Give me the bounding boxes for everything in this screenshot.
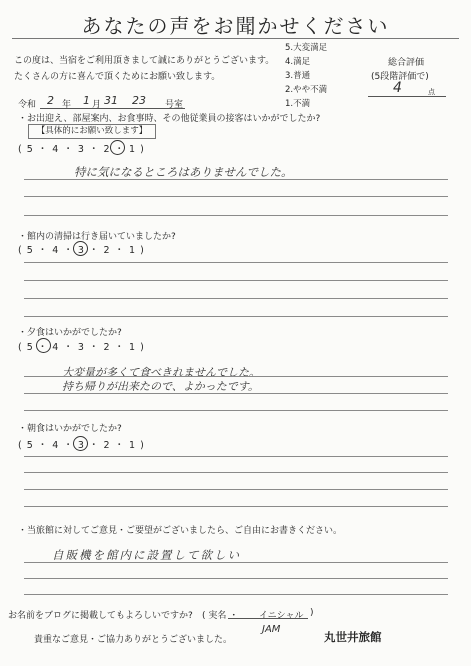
date-era: 令和 [18, 100, 37, 110]
date-year: 2 [47, 94, 54, 107]
q2-options: ( 5 ・ 4 ・ 3 ・ 2 ・ 1 ) [18, 245, 145, 256]
scale-4: 4.満足 [285, 57, 311, 67]
q3-line-1 [24, 376, 448, 377]
scale-3: 3.普通 [285, 71, 311, 81]
summary-sub: (5段階評価で) [371, 72, 429, 82]
blog-question: お名前をブログに掲載してもよろしいですか? [8, 611, 193, 621]
blog-option-close: ) [310, 608, 314, 618]
q2-line-3 [24, 298, 448, 299]
q3-selected-circle [36, 338, 51, 353]
q1-options: ( 5 ・ 4 ・ 3 ・ 2 ・ 1 ) [18, 144, 145, 155]
scale-5: 5.大変満足 [285, 43, 328, 53]
footer-thanks: 貴重なご意見・ご協力ありがとうございました。 [34, 635, 233, 645]
q5-line-2 [24, 578, 448, 579]
date-day: 31 [104, 94, 118, 107]
q4-selected-circle [73, 436, 88, 451]
summary-value: 4 [393, 80, 402, 96]
scale-1: 1.不満 [285, 99, 311, 109]
title-rule [12, 38, 459, 39]
q2-line-1 [24, 262, 448, 263]
blog-initials: JAM [262, 624, 281, 635]
q4-line-4 [24, 506, 448, 507]
intro-line-1: この度は、当宿をご利用頂きまして誠にありがとうございます。 [14, 56, 275, 66]
q1-selected-circle [110, 140, 125, 155]
inn-brand: 丸世井旅館 [324, 630, 382, 644]
q4-options: ( 5 ・ 4 ・ 3 ・ 2 ・ 1 ) [18, 440, 145, 451]
q3-label: ・夕食はいかがでしたか? [18, 328, 122, 338]
q5-answer: 自販機を館内に設置して欲しい [52, 548, 241, 562]
q2-line-4 [24, 316, 448, 317]
room-number: 23 [132, 94, 146, 107]
summary-underline [368, 96, 446, 97]
q1-detail-label: 【具体的にお願い致します】 [36, 126, 148, 136]
q5-line-1 [24, 562, 448, 563]
q1-line-1 [24, 179, 448, 180]
q2-label: ・館内の清掃は行き届いていましたか? [18, 232, 176, 242]
blog-option-initial: イニシャル [259, 611, 304, 621]
intro-line-2: たくさんの方に喜んで頂くためにお願い致します。 [14, 72, 221, 82]
q1-line-2 [24, 196, 448, 197]
q4-line-3 [24, 489, 448, 490]
blog-underline [228, 618, 308, 619]
form-title: あなたの声をお聞かせください [81, 14, 390, 38]
q2-selected-circle [73, 241, 88, 256]
q1-label: ・お出迎え、部屋案内、お食事時、その他従業員の接客はいかがでしたか? [18, 114, 321, 124]
q4-line-1 [24, 456, 448, 457]
q3-answer-line-1: 大変量が多くて食べきれませんでした。 [62, 366, 260, 379]
q1-detail-box [28, 124, 156, 139]
q3-answer-line-2: 持ち帰りが出来たので、よかったです。 [62, 380, 259, 393]
date-month-unit: 月 [92, 100, 102, 110]
scale-2: 2.やや不満 [285, 85, 328, 95]
date-underline [40, 108, 185, 109]
date-month: 1 [83, 94, 90, 107]
q1-line-3 [24, 215, 448, 216]
q3-line-3 [24, 410, 448, 411]
q5-line-3 [24, 594, 448, 595]
summary-unit: 点 [428, 88, 435, 96]
q3-options: ( 5 ・ 4 ・ 3 ・ 2 ・ 1 ) [18, 342, 145, 353]
q2-line-2 [24, 280, 448, 281]
q4-line-2 [24, 472, 448, 473]
blog-option-real: ( 実名 ・ [202, 611, 239, 621]
q3-line-2 [24, 393, 448, 394]
date-year-unit: 年 [62, 100, 72, 110]
room-unit: 号室 [165, 100, 184, 110]
q1-answer: 特に気になるところはありませんでした。 [74, 165, 293, 179]
q4-label: ・朝食はいかがでしたか? [18, 424, 122, 434]
summary-label: 総合評価 [388, 58, 425, 68]
q5-label: ・当旅館に対してご意見・ご要望がございましたら、ご自由にお書きください。 [18, 526, 343, 536]
